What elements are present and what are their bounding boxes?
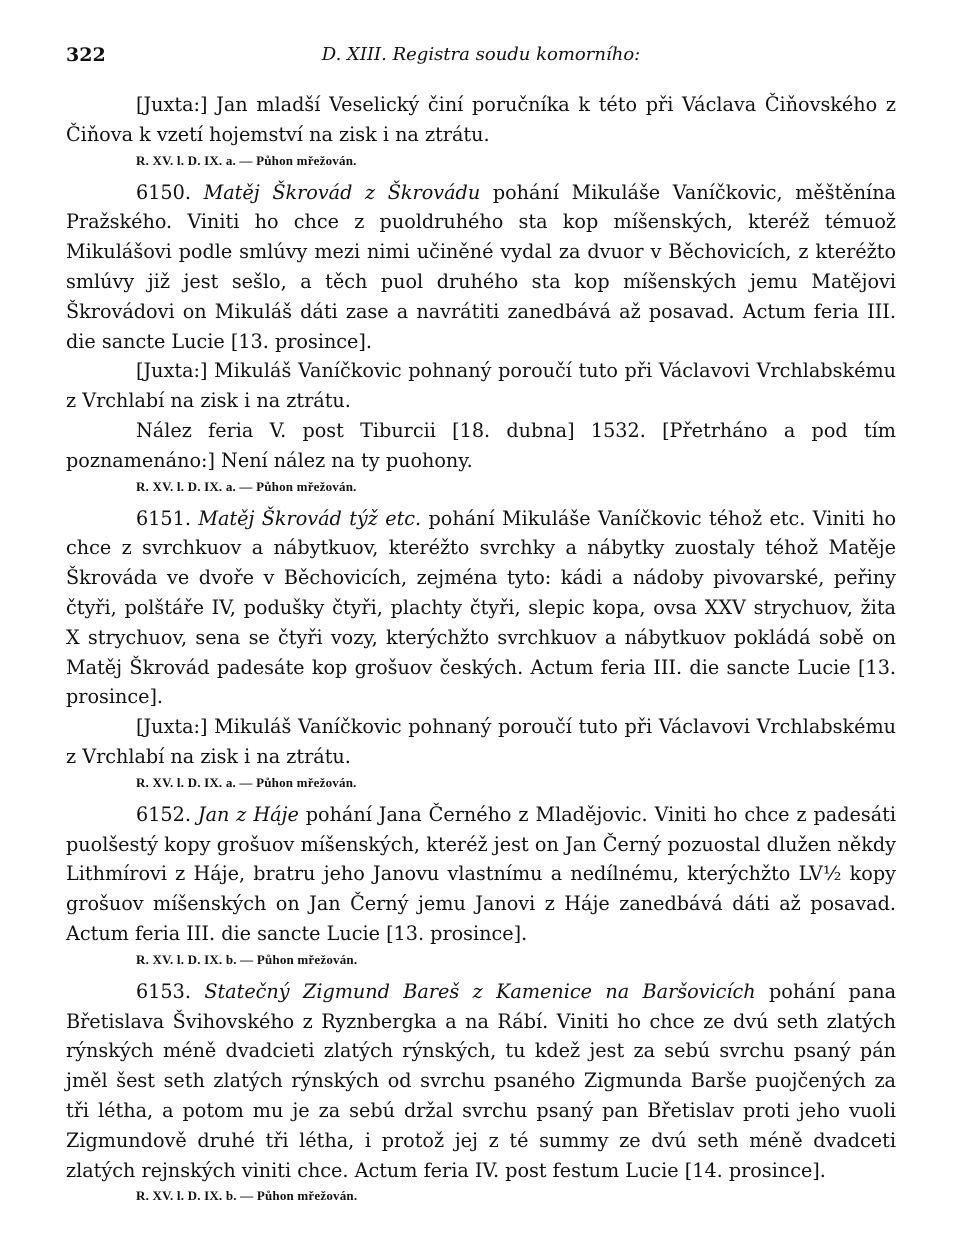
party-name: Matěj Škrovád z Škrovádu <box>203 180 481 204</box>
document-body <box>66 90 896 1213</box>
text-run: Nález feria V. post Tiburcii [18. dubna] 1532. [Přetrháno a pod tím poznamenáno:] Není nález na ty puohony. <box>66 418 896 472</box>
text-run: R. XV. l. D. IX. a. — Půhon mřežován. <box>136 774 357 790</box>
entry-paragraph <box>66 178 896 357</box>
party-name: Jan z Háje <box>197 802 299 826</box>
text-run: pohání Jana Černého z Mladějovic. Viniti ho chce z padesáti puolšestý kopy grošuov míšenských, kteréž jest on Jan Černý pozuostal dlužen někdy Lithmírovi z Háje, bratru jeho Janovu vlastnímu a nedílnému, kterýchžto LV½ kopy grošuov míšenských on Jan Černý jemu Janovi z Háje zanedbává dáti až posavad. Actum feria III. die sancte Lucie [13. prosince]. <box>66 802 896 945</box>
text-run: R. XV. l. D. IX. b. — Půhon mřežován. <box>136 951 358 967</box>
source-note <box>136 1185 896 1207</box>
text-run: 6153. <box>136 979 205 1003</box>
text-run: R. XV. l. D. IX. a. — Půhon mřežován. <box>136 152 357 168</box>
source-note <box>136 772 896 794</box>
entry-paragraph <box>66 356 896 416</box>
party-name: Matěj Škrovád týž etc. <box>198 506 422 530</box>
running-head <box>66 44 896 76</box>
entry-paragraph <box>66 800 896 949</box>
entry-paragraph <box>66 977 896 1186</box>
text-run: R. XV. l. D. IX. a. — Půhon mřežován. <box>136 478 357 494</box>
entry-paragraph <box>66 504 896 713</box>
text-run: pohání Mikuláše Vaníčkovic téhož etc. Viniti ho chce z svrchkuov a nábytkuov, kteréžto svrchky a nábytky zuostaly téhož Matěje Škrováda ve dvoře v Běchovicích, zejména tyto: kádi a nádoby pivovarské, peřiny čtyři, polštáře IV, podušky čtyři, plachty čtyři, slepic kopa, ovsa XXV strychuov, žita X strychuov, sena se čtyři vozy, kterýchžto svrchkuov a nábytkuov pokládá sobě on Matěj Škrovád padesáte kop grošuov českých. Actum feria III. die sancte Lucie [13. prosince]. <box>66 506 896 709</box>
source-note <box>136 476 896 498</box>
party-name: Statečný Zigmund Bareš z Kamenice na Baršovicích <box>204 979 756 1003</box>
source-note <box>136 150 896 172</box>
text-run: [Juxta:] Jan mladší Veselický činí poručníka k této při Václava Čiňovského z Čiňova k vzetí hojemství na zisk i na ztrátu. <box>66 93 896 146</box>
text-run: 6152. <box>136 802 198 826</box>
source-note <box>136 949 896 971</box>
page-number: 322 <box>66 44 106 66</box>
text-run: pohání pana Břetislava Švihovského z Ryznbergka a na Rábí. Viniti ho chce ze dvú seth zlatých rýnských méně dvadcieti zlatých rýnských, tu kdež jest za sebú svrchu psaný pán jměl šest seth zlatých rýnských od svrchu psaného Zigmunda Barše puojčených za tři létha, a potom mu je za sebú držal svrchu psaný pan Břetislav proti jeho vuoli Zigmundově druhé tři létha, i protož jej z té summy ze dvú seth méně dvadceti zlatých rejnských viniti chce. Actum feria IV. post festum Lucie [14. prosince]. <box>66 979 897 1182</box>
text-run: 6151. <box>136 506 199 530</box>
text-run: 6150. <box>136 180 204 204</box>
text-run: pohání Mikuláše Vaníčkovic, měštěnína Pražského. Viniti ho chce z puoldruhého sta kop míšenských, kteréž témuož Mikulášovi podle smlúvy mezi nimi učiněné vydal za dvuor v Běchovicích, z kteréžto smlúvy již jest sešlo, a těch puol druhého sta kop míšenských jemu Matějovi Škrovádovi on Mikuláš dáti zase a navrátiti zanedbává až posavad. Actum feria III. die sancte Lucie [13. prosince]. <box>66 180 896 353</box>
running-title: D. XIII. Registra soudu komorního: <box>321 44 641 65</box>
text-run: R. XV. l. D. IX. b. — Půhon mřežován. <box>136 1188 358 1204</box>
text-run: [Juxta:] Mikuláš Vaníčkovic pohnaný poroučí tuto při Václavovi Vrchlabskému z Vrchlabí na zisk i na ztrátu. <box>66 715 896 768</box>
entry-paragraph <box>66 712 896 772</box>
text-run: [Juxta:] Mikuláš Vaníčkovic pohnaný poroučí tuto při Václavovi Vrchlabskému z Vrchlabí na zisk i na ztrátu. <box>66 359 896 413</box>
entry-paragraph <box>66 90 896 150</box>
entry-paragraph <box>66 416 896 476</box>
